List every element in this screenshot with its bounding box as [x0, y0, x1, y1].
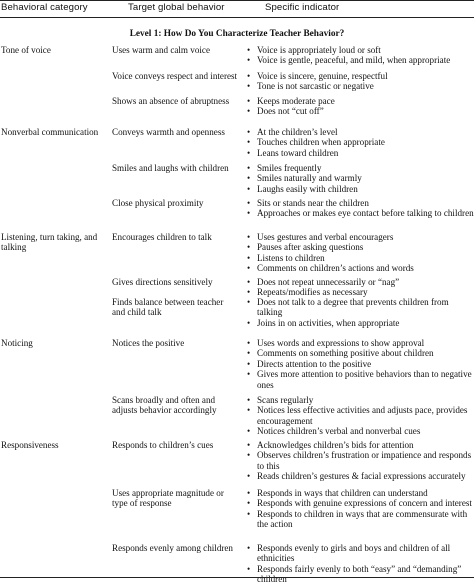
indicator-item: • Listens to children — [247, 252, 325, 263]
indicator-item: • Notices children’s verbal and nonverbal cues — [247, 426, 421, 437]
indicator-list — [245, 440, 474, 482]
bullet-icon: • — [247, 405, 251, 416]
behavior-physical-proximity: Close physical proximity — [112, 198, 204, 208]
behavior-balance-talk: Finds balance between teacher and child talk — [112, 297, 224, 318]
bullet-icon: • — [247, 488, 251, 498]
category-tone-of-voice: Tone of voice — [1, 45, 51, 55]
bullet-icon: • — [247, 137, 251, 148]
indicator-item: • Observes children’s frustration or impatience and responds to this — [247, 450, 472, 471]
bullet-icon: • — [247, 563, 251, 574]
behavior-notices-positive: Notices the positive — [112, 338, 185, 348]
bullet-icon: • — [247, 198, 251, 208]
behavior-responds-evenly: Responds evenly among children — [112, 543, 233, 553]
indicator-item: • Keeps moderate pace — [247, 96, 335, 106]
behavior-respect-interest: Voice conveys respect and interest — [112, 71, 238, 81]
behavior-warmth-openness: Conveys warmth and openness — [112, 127, 225, 137]
indicator-item: • Smiles naturally and warmly — [247, 173, 362, 184]
indicator-item: • Smiles frequently — [247, 163, 322, 173]
bullet-icon: • — [247, 163, 251, 173]
indicator-list — [245, 45, 474, 66]
indicator-item: • Directs attention to the positive — [247, 358, 372, 369]
behavior-absence-abruptness: Shows an absence of abruptness — [112, 96, 230, 106]
bullet-icon: • — [247, 252, 251, 263]
indicator-list — [245, 71, 474, 92]
header-specific-indicator: Specific indicator — [265, 2, 340, 13]
bullet-icon: • — [247, 81, 251, 92]
indicator-item: • At the children’s level — [247, 127, 338, 137]
indicator-list — [245, 488, 474, 530]
indicator-item: • Voice is appropriately loud or soft — [247, 45, 381, 55]
bullet-icon: • — [247, 440, 251, 450]
bullet-icon: • — [247, 277, 251, 287]
header-rule — [0, 17, 474, 18]
bullet-icon: • — [247, 426, 251, 437]
indicator-item: • Pauses after asking questions — [247, 242, 364, 253]
bullet-icon: • — [247, 543, 251, 553]
indicator-item: • Does not “cut off” — [247, 106, 324, 117]
indicator-list — [245, 198, 474, 219]
bullet-icon: • — [247, 232, 251, 242]
category-listening-turn-taking: Listening, turn taking, and talking — [1, 232, 98, 253]
indicator-item: • Scans regularly — [247, 395, 314, 405]
bullet-icon: • — [247, 183, 251, 194]
indicator-item: • Notices less effective activities and adjusts pace, provides encouragement — [247, 405, 468, 426]
indicator-item: • Uses gestures and verbal encouragers — [247, 232, 394, 242]
indicator-item: • Acknowledges children’s bids for attention — [247, 440, 414, 450]
indicator-list — [245, 127, 474, 158]
indicator-item: • Reads children’s gestures & facial expressions accurately — [247, 471, 466, 482]
indicator-item: • Responds fairly evenly to both “easy” and “demanding” children — [247, 563, 462, 585]
bullet-icon: • — [247, 369, 251, 380]
indicator-list — [245, 232, 474, 274]
level-title: Level 1: How Do You Characterize Teacher Behavior? — [129, 29, 345, 39]
behavior-encourages-talk: Encourages children to talk — [112, 232, 212, 242]
bullet-icon: • — [247, 508, 251, 519]
bullet-icon: • — [247, 96, 251, 106]
behavior-appropriate-magnitude: Uses appropriate magnitude or type of response — [112, 488, 224, 509]
indicator-item: • Uses words and expressions to show approval — [247, 338, 425, 348]
behavior-directions-sensitively: Gives directions sensitively — [112, 277, 213, 287]
bullet-icon: • — [247, 263, 251, 274]
behavior-scans-broadly: Scans broadly and often and adjusts behavior accordingly — [112, 395, 217, 416]
bullet-icon: • — [247, 287, 251, 298]
bullet-icon: • — [247, 358, 251, 369]
indicator-item: • Touches children when appropriate — [247, 137, 385, 148]
header-behavioral-category: Behavioral category — [1, 2, 88, 13]
indicator-item: • Does not repeat unnecessarily or “nag” — [247, 277, 400, 287]
bullet-icon: • — [247, 173, 251, 184]
behavior-warm-calm-voice: Uses warm and calm voice — [112, 45, 210, 55]
bullet-icon: • — [247, 297, 251, 307]
indicator-item: • Responds evenly to girls and boys and children of all ethnicities — [247, 543, 451, 564]
bullet-icon: • — [247, 450, 251, 461]
indicator-item: • Joins in on activities, when appropriate — [247, 317, 400, 328]
behavior-responds-cues: Responds to children’s cues — [112, 440, 214, 450]
indicator-list — [245, 543, 474, 585]
bullet-icon: • — [247, 317, 251, 328]
indicator-list — [245, 163, 474, 194]
bullet-icon: • — [247, 55, 251, 66]
indicator-list — [245, 395, 474, 437]
bullet-icon: • — [247, 338, 251, 348]
category-noticing: Noticing — [1, 338, 33, 348]
bullet-icon: • — [247, 498, 251, 509]
bullet-icon: • — [247, 242, 251, 253]
indicator-item: • Tone is not sarcastic or negative — [247, 81, 374, 92]
indicator-item: • Leans toward children — [247, 147, 339, 158]
category-responsiveness: Responsiveness — [1, 440, 59, 450]
indicator-item: • Responds in ways that children can understand — [247, 488, 428, 498]
bullet-icon: • — [247, 348, 251, 359]
bullet-icon: • — [247, 471, 251, 482]
top-rule — [0, 0, 474, 1]
indicator-item: • Responds with genuine expressions of concern and interest — [247, 498, 472, 509]
header-target-global-behavior: Target global behavior — [128, 2, 225, 13]
indicator-item: • Approaches or makes eye contact before talking to children — [247, 208, 474, 219]
bullet-icon: • — [247, 45, 251, 55]
indicator-item: • Responds to children in ways that are commensurate with the action — [247, 508, 468, 530]
indicator-item: • Comments on something positive about children — [247, 348, 434, 359]
bullet-icon: • — [247, 147, 251, 158]
behavior-smiles-laughs: Smiles and laughs with children — [112, 163, 229, 173]
indicator-list — [245, 96, 474, 117]
indicator-item: • Sits or stands near the children — [247, 198, 369, 208]
bullet-icon: • — [247, 71, 251, 81]
indicator-item: • Voice is gentle, peaceful, and mild, when appropriate — [247, 55, 451, 66]
indicator-list — [245, 338, 474, 390]
indicator-item: • Repeats/modifies as necessary — [247, 287, 368, 298]
indicator-item: • Does not talk to a degree that prevents children from talking — [247, 297, 449, 318]
category-nonverbal-communication: Nonverbal communication — [1, 127, 99, 137]
bullet-icon: • — [247, 208, 251, 219]
bullet-icon: • — [247, 395, 251, 405]
indicator-item: • Voice is sincere, genuine, respectful — [247, 71, 388, 81]
indicator-list — [245, 277, 474, 298]
indicator-list — [245, 297, 474, 328]
indicator-item: • Comments on children’s actions and words — [247, 263, 414, 274]
indicator-item: • Laughs easily with children — [247, 183, 358, 194]
indicator-item: • Gives more attention to positive behaviors than to negative ones — [247, 369, 472, 390]
bullet-icon: • — [247, 106, 251, 117]
bullet-icon: • — [247, 127, 251, 137]
